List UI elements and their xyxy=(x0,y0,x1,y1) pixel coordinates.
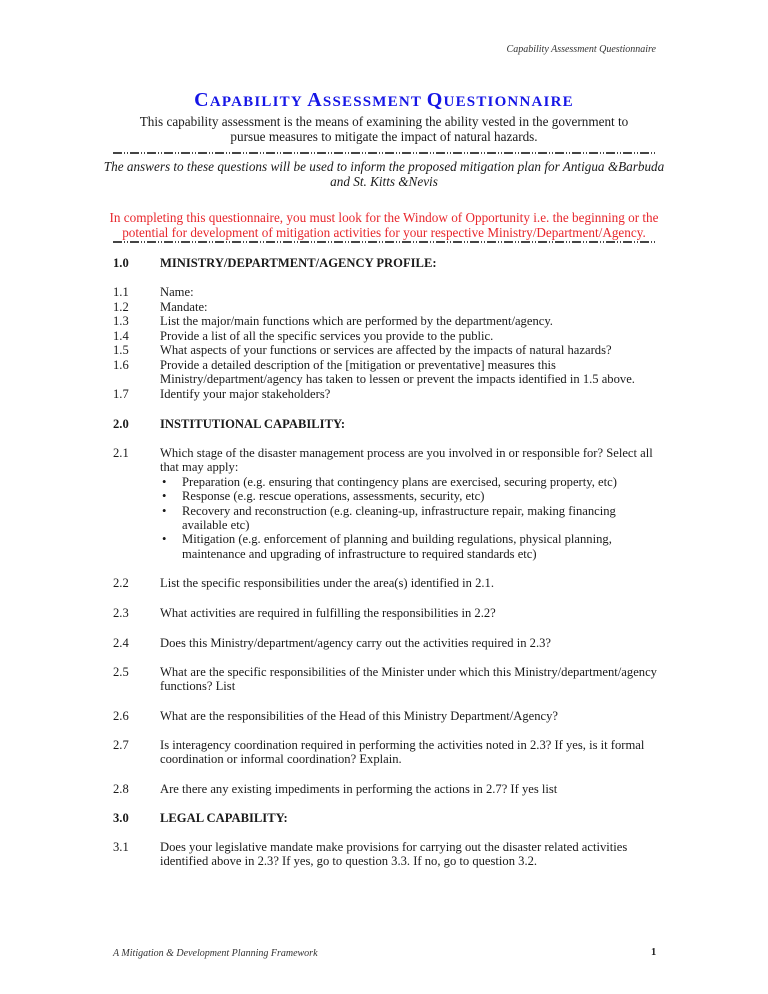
question-item xyxy=(113,329,658,343)
title-cap-3: Q xyxy=(426,89,444,111)
question-text: List the major/main functions which are performed by the department/agency. xyxy=(160,314,553,328)
page-number: 1 xyxy=(651,947,657,958)
question-text: Identify your major stakeholders? xyxy=(160,386,331,401)
question-number: 3.1 xyxy=(113,840,129,854)
question-item xyxy=(113,665,658,694)
question-number: 1.4 xyxy=(113,328,129,343)
question-number: 2.4 xyxy=(113,636,129,650)
intro-text: This capability assessment is the means of examining the ability vested in the government to pursue measures to mitigate the impact of natural hazards. xyxy=(139,114,629,144)
bullet-item: • Response (e.g. rescue operations, assessments, security, etc) xyxy=(160,489,658,503)
bullet-item: • Recovery and reconstruction (e.g. cleaning-up, infrastructure repair, making financing available etc) xyxy=(160,504,658,533)
question-number: 2.5 xyxy=(113,665,129,679)
question-item xyxy=(113,606,658,620)
section-heading-3 xyxy=(113,811,658,825)
section-number: 3.0 xyxy=(113,811,129,825)
question-item xyxy=(113,840,658,869)
question-number: 2.7 xyxy=(113,738,129,752)
question-item xyxy=(113,576,658,590)
question-item xyxy=(113,738,658,767)
bullet-item: • Preparation (e.g. ensuring that contingency plans are exercised, securing property, etc) xyxy=(160,475,658,489)
question-number: 1.5 xyxy=(113,343,129,357)
section-heading-1 xyxy=(113,256,658,270)
question-text: Provide a list of all the specific services you provide to the public. xyxy=(160,328,494,343)
stage-bullet-list xyxy=(160,475,658,561)
question-text: What aspects of your functions or services are affected by the impacts of natural hazards? xyxy=(160,343,612,357)
section-number: 1.0 xyxy=(113,256,129,270)
title-cap-2: A xyxy=(307,89,323,111)
section-title: MINISTRY/DEPARTMENT/AGENCY PROFILE: xyxy=(160,256,437,270)
section-title: INSTITUTIONAL CAPABILITY: xyxy=(160,417,346,431)
question-text: Does your legislative mandate make provisions for carrying out the disaster related activities identified above in 2.3? If yes, go to question 3.3. If no, go to question 3.2. xyxy=(160,840,628,869)
section-heading-2 xyxy=(113,417,658,431)
divider-dashed-bottom xyxy=(113,241,655,243)
section-title: LEGAL CAPABILITY: xyxy=(160,811,288,825)
question-item xyxy=(113,709,658,723)
question-text: Are there any existing impediments in performing the actions in 2.7? If yes list xyxy=(160,782,558,796)
question-text: Provide a detailed description of the [mitigation or preventative] measures this Ministry/department/agency has taken to lessen or prevent the impacts identified in 1.5 above. xyxy=(160,357,635,386)
question-text: Is interagency coordination required in performing the activities noted in 2.3? If yes, is it formal coordination or informal coordination? Explain. xyxy=(160,738,645,767)
title-rest-3: UESTIONNAIRE xyxy=(443,94,574,110)
question-number: 1.3 xyxy=(113,314,129,328)
question-item xyxy=(113,636,658,650)
question-text: Mandate: xyxy=(160,299,208,314)
question-text: What are the specific responsibilities of the Minister under which this Ministry/department/agency functions? List xyxy=(160,665,657,694)
question-item xyxy=(113,387,658,401)
question-number: 2.8 xyxy=(113,782,129,796)
question-number: 2.6 xyxy=(113,709,129,723)
question-number: 1.1 xyxy=(113,285,129,299)
divider-dashed-top xyxy=(113,152,655,154)
question-item xyxy=(113,782,658,796)
question-text: Does this Ministry/department/agency carry out the activities required in 2.3? xyxy=(160,636,551,650)
question-item xyxy=(113,314,658,328)
question-text: What activities are required in fulfilling the responsibilities in 2.2? xyxy=(160,606,496,620)
question-item xyxy=(113,300,658,314)
question-item xyxy=(113,343,658,357)
question-item xyxy=(113,446,658,561)
question-number: 1.2 xyxy=(113,299,129,314)
question-item xyxy=(113,285,658,299)
question-number: 2.2 xyxy=(113,576,129,590)
document-title xyxy=(0,89,768,112)
question-number: 2.3 xyxy=(113,606,129,620)
title-rest-2: SSESSMENT xyxy=(322,94,422,110)
title-rest-1: APABILITY xyxy=(209,94,303,110)
question-text: List the specific responsibilities under the area(s) identified in 2.1. xyxy=(160,576,494,590)
question-number: 1.6 xyxy=(113,357,129,372)
question-text: Name: xyxy=(160,285,194,299)
section-number: 2.0 xyxy=(113,417,129,431)
title-cap-1: C xyxy=(194,89,210,111)
question-number: 2.1 xyxy=(113,446,129,460)
instruction-text: In completing this questionnaire, you must look for the Window of Opportunity i.e. the beginning or the potential for development of mitigation activities for your respective Ministry/Department/Agency. xyxy=(109,210,659,240)
note-text: The answers to these questions will be used to inform the proposed mitigation plan for Antigua &Barbuda and St. Kitts &Nevis xyxy=(103,159,665,189)
question-text: Which stage of the disaster management process are you involved in or responsible for? Select all that may apply: xyxy=(160,446,653,475)
bullet-item: • Mitigation (e.g. enforcement of planning and building regulations, physical planning, maintenance and upgrading of infrastructure to required standards etc) xyxy=(160,532,658,561)
running-header: Capability Assessment Questionnaire xyxy=(506,44,656,55)
question-text: What are the responsibilities of the Head of this Ministry Department/Agency? xyxy=(160,709,558,723)
footer-title: A Mitigation & Development Planning Framework xyxy=(113,948,318,959)
question-item xyxy=(113,358,658,387)
question-number: 1.7 xyxy=(113,386,129,401)
